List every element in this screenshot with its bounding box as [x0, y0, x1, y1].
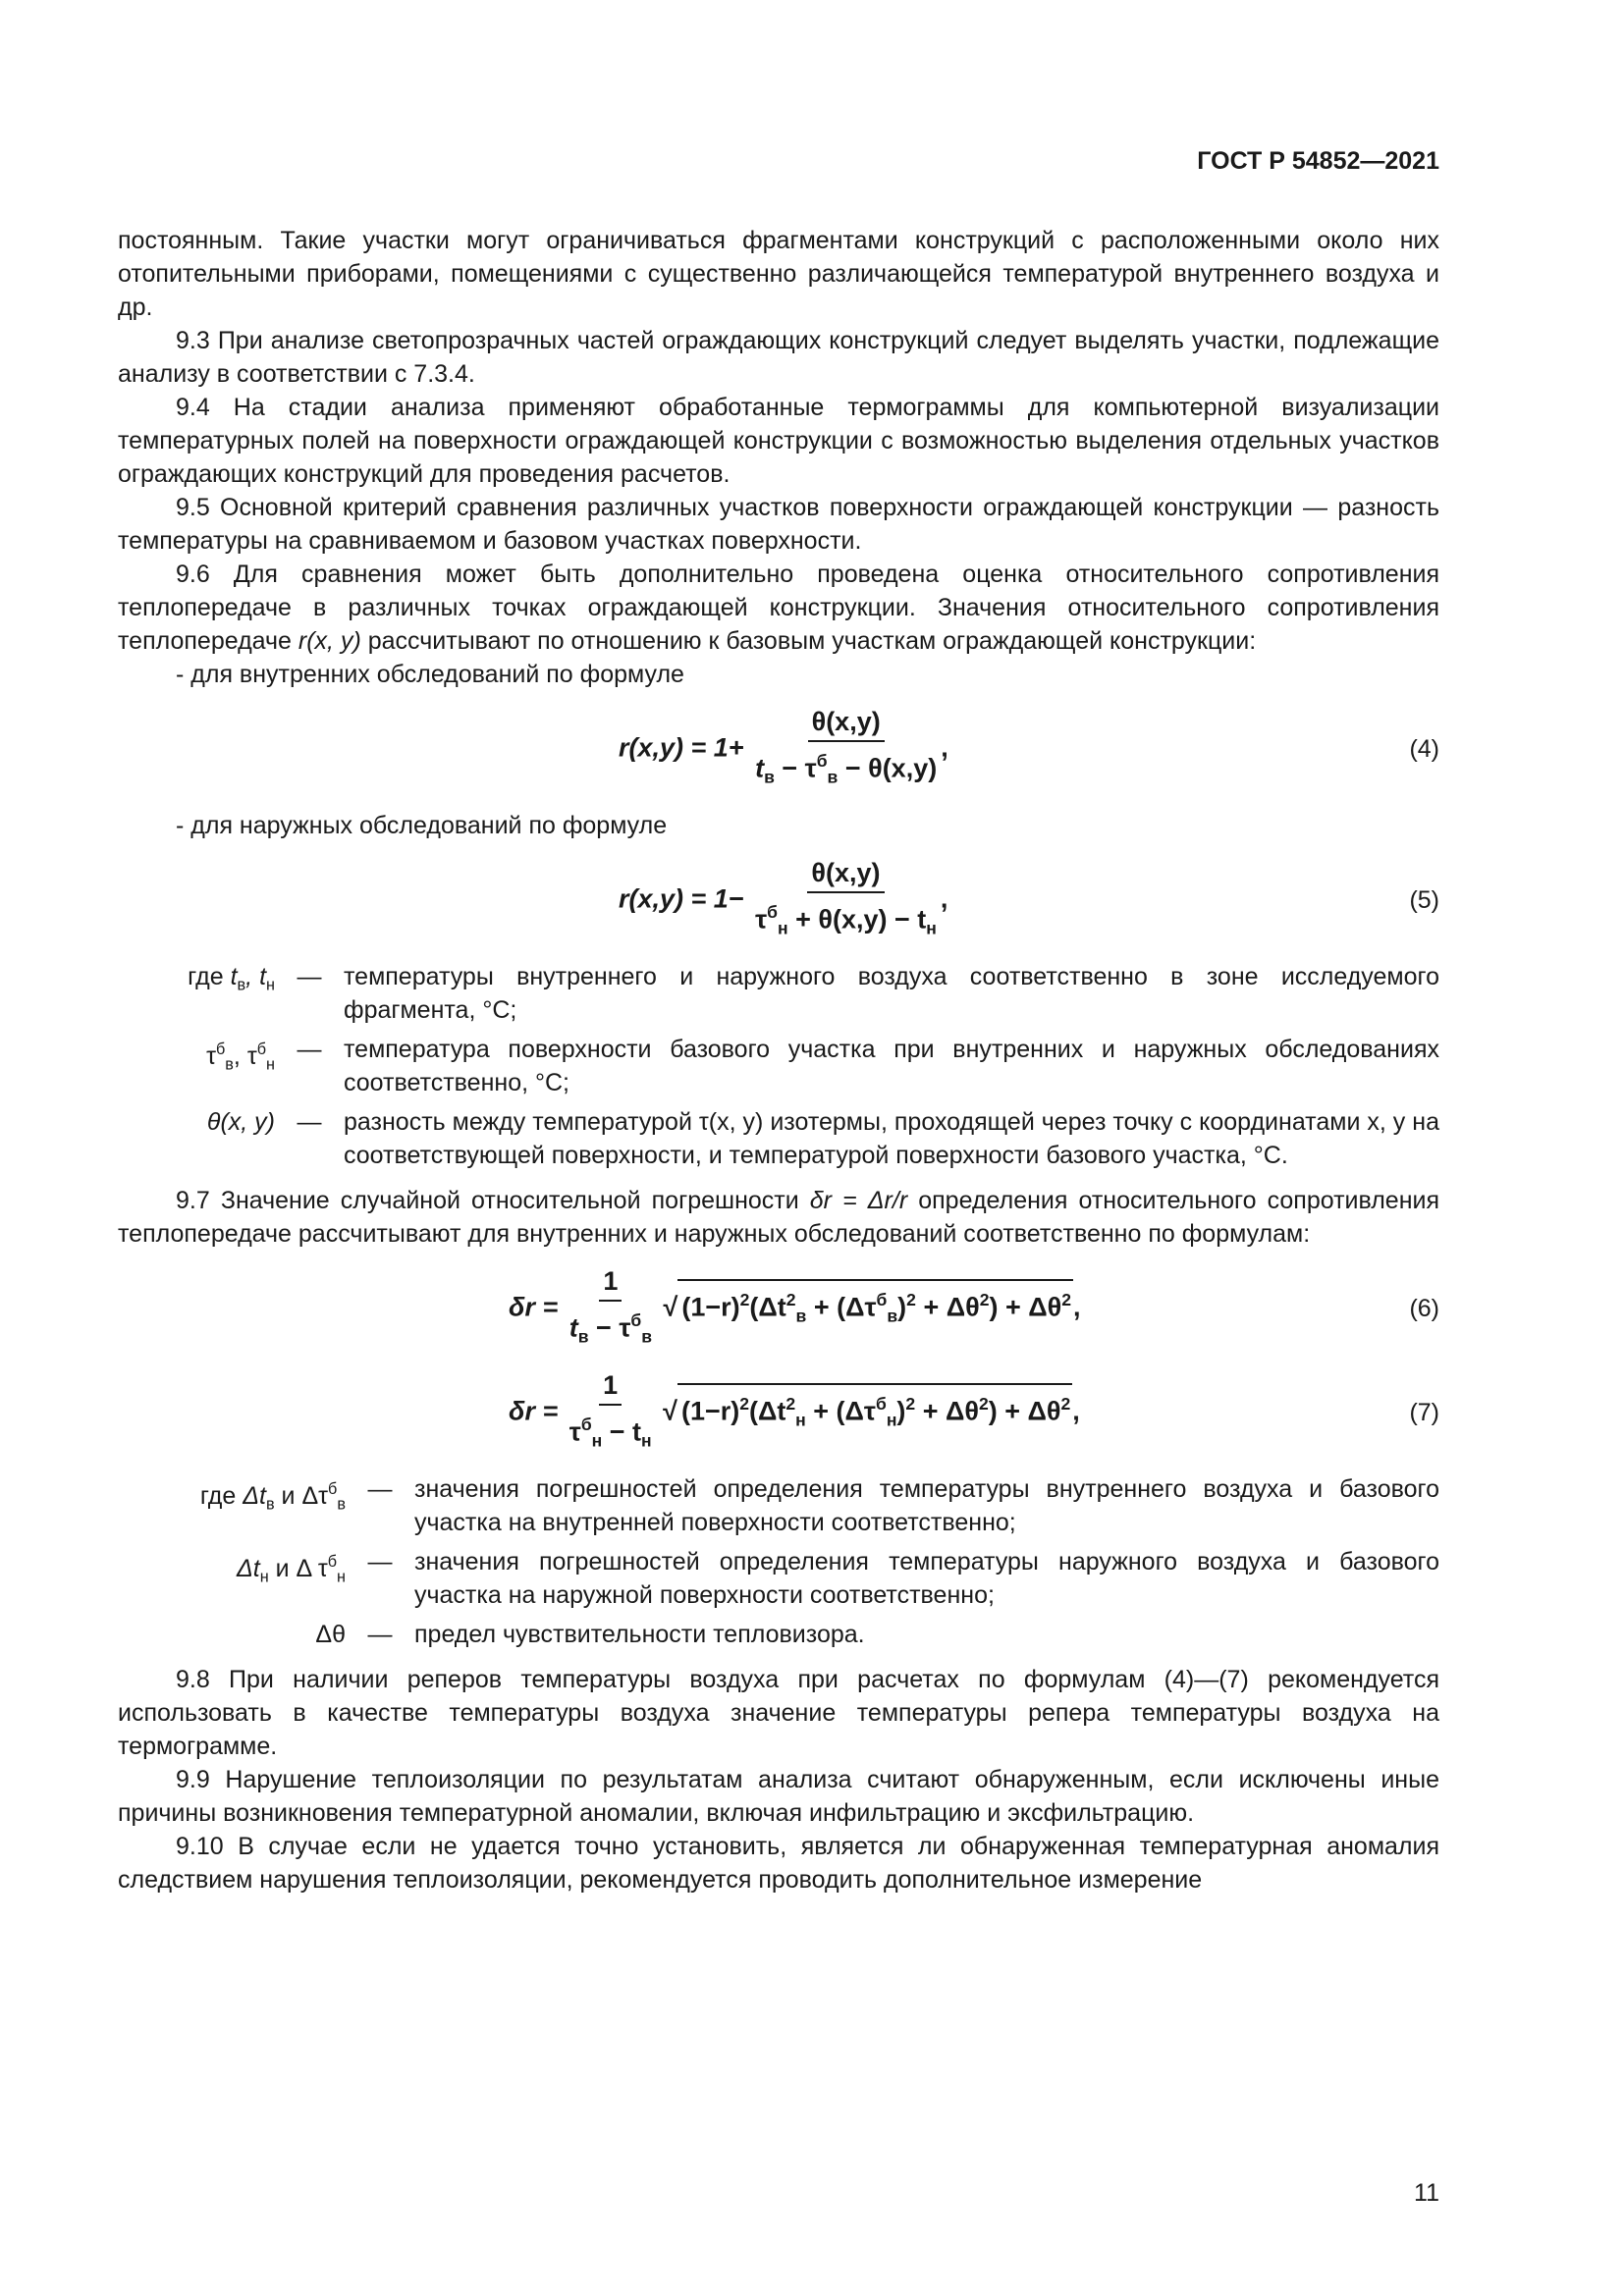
formula-6-expression [509, 1264, 1081, 1354]
formula-7-root-c: + (Δτ [805, 1396, 876, 1426]
paragraph-9-4: 9.4 На стадии анализа применяют обработанные термограммы для компьютерной визуализации температурных полей на поверхности ограждающей конструкции с возможностью выделения отдельных участков ограждающих конструкций для проведения расчетов. [118, 394, 1439, 488]
formula-5-fraction [751, 856, 941, 945]
formula-7-numerator: 1 [599, 1368, 622, 1406]
formula-6-den-t: t [568, 1312, 578, 1343]
formula-6-root-e-sup: 2 [979, 1289, 990, 1309]
formula-5-den-tau-sup: б [767, 902, 778, 922]
def-dash: — [367, 1475, 393, 1503]
formula-6 [118, 1264, 1439, 1353]
formula-4-comma: , [941, 732, 948, 763]
formula-4-den-mid: − τ [774, 753, 817, 783]
def-term-delta-inner [118, 1472, 346, 1539]
formula-4-fraction [751, 705, 941, 794]
formula-7-root-f: ) + Δθ [988, 1396, 1061, 1426]
formula-7-root-d: ) [896, 1396, 906, 1426]
def-dash: — [297, 1108, 322, 1136]
formula-6-numerator: 1 [599, 1264, 622, 1302]
formula-7-root-sign: √ [663, 1396, 677, 1426]
def-term-mid: , τ [233, 1041, 257, 1070]
def-term-mid: и Δ τ [268, 1554, 328, 1582]
def-term-sub: н [259, 1568, 269, 1586]
def-term-tau-base [118, 1033, 275, 1099]
formula-6-den-mid: − τ [588, 1312, 631, 1343]
formula-5-numerator: θ(x,y) [807, 856, 884, 893]
def-term-theta: θ(x, y) [206, 1108, 275, 1136]
formula-7-denominator [566, 1406, 656, 1458]
formula-5-comma: , [940, 883, 948, 914]
paragraph-9-3: 9.3 При анализе светопрозрачных частей ограждающих конструкций следует выделять участки, подлежащие анализу в соответствии с 7.3.4. [118, 327, 1439, 388]
def-term-delta-outer [118, 1545, 346, 1612]
def-desc-t-air: температуры внутреннего и наружного воздуха соответственно в зоне исследуемого фрагмента, °C; [344, 963, 1439, 1024]
def-desc-delta-inner: значения погрешностей определения температуры внутреннего воздуха и базового участка на внутренней поверхности соответственно; [414, 1475, 1439, 1536]
formula-7-root-e-sup: 2 [978, 1393, 989, 1414]
def-dash: — [297, 963, 322, 990]
definitions-list-2 [118, 1472, 1439, 1651]
formula-5-den-mid: + θ(x,y) − t [787, 904, 927, 934]
def-term-sub2: в [337, 1495, 346, 1514]
formula-7-root-b-sup: 2 [785, 1393, 796, 1414]
definitions-list-1 [118, 960, 1439, 1172]
paragraph-9-7-part-a: 9.7 Значение случайной относительной погрешности [176, 1187, 810, 1214]
formula-6-root-c: + (Δτ [806, 1292, 877, 1322]
def-term-sup: б [215, 1041, 226, 1058]
def-term-sub: в [225, 1055, 234, 1074]
body-text [118, 224, 1439, 1896]
def-term-symbol: Δt [243, 1481, 266, 1510]
formula-6-root-c-sub: в [887, 1306, 898, 1326]
formula-6-denominator [566, 1302, 656, 1354]
def-term-symbol: Δt [237, 1554, 260, 1582]
formula-5-lhs: r(x,y) = 1− [619, 883, 744, 914]
formula-5-number: (5) [1409, 886, 1439, 914]
def-term-sup2: б [327, 1553, 338, 1571]
def-dash: — [367, 1621, 393, 1648]
formula-7-root-a: (1−r) [680, 1396, 740, 1426]
def-term-sub2: н [337, 1568, 346, 1586]
formula-6-fraction [566, 1264, 656, 1354]
paragraph-9-6 [118, 558, 1439, 658]
def-desc-delta-outer: значения погрешностей определения температуры наружного воздуха и базового участка на наружной поверхности соответственно; [414, 1548, 1439, 1609]
formula-7-den-tau: τ [568, 1416, 581, 1447]
formula-5-den-t-sub: н [926, 918, 937, 938]
formula-7-fraction [566, 1368, 656, 1458]
formula-4-den-end: − θ(x,y) [838, 753, 938, 783]
dash-inner-surveys: - для внутренних обследований по формуле [176, 661, 684, 688]
paragraph-9-5: 9.5 Основной критерий сравнения различных участков поверхности ограждающей конструкции — разность температуры на сравниваемом и базовом участках поверхности. [118, 494, 1439, 555]
paragraph-9-6-symbol: r(x, y) [298, 627, 361, 655]
formula-6-lhs: δr = [509, 1292, 566, 1322]
def-term-mid: , t [245, 963, 267, 990]
formula-6-den-tau-sup: б [630, 1310, 642, 1330]
formula-6-root-f: ) + Δθ [989, 1292, 1062, 1322]
def-term-sup2: б [328, 1480, 338, 1498]
formula-7-root-b: (Δt [749, 1396, 786, 1426]
formula-7-comma: , [1072, 1396, 1080, 1426]
formula-6-comma: , [1073, 1292, 1081, 1322]
paragraph-9-6-part-a: 9.6 Для сравнения может быть дополнительно проведена оценка относительного сопротивления теплопередаче в различных точках ограждающей конструкции. Значения относительного сопротивления теплопередаче [118, 561, 1439, 655]
paragraph-9-7-part-b: определения относительного сопротивления теплопередаче рассчитывают для внутренних и наружных обследований соответственно по формулам: [118, 1187, 1440, 1248]
def-term-symbol: τ [206, 1041, 216, 1070]
formula-7-root-c-sup: б [875, 1393, 887, 1414]
formula-4-lhs: r(x,y) = 1+ [619, 732, 744, 763]
paragraph-9-7 [118, 1184, 1439, 1251]
paragraph-9-7-symbol: δr = Δr/r [809, 1187, 908, 1214]
formula-6-number: (6) [1409, 1295, 1439, 1322]
formula-4-denominator [751, 742, 941, 794]
formula-7-root-f-sup: 2 [1060, 1393, 1071, 1414]
formula-5 [118, 856, 1439, 944]
formula-4-den-t: t [755, 753, 765, 783]
formula-5-denominator [751, 893, 941, 945]
formula-6-root-a: (1−r) [681, 1292, 740, 1322]
formula-6-root-b-sup: 2 [785, 1289, 796, 1309]
formula-4 [118, 705, 1439, 793]
formula-7-root-b-sub: н [795, 1410, 806, 1430]
formula-6-root-e: + Δθ [915, 1292, 980, 1322]
def-desc-tau-base: температура поверхности базового участка при внутренних и наружных обследованиях соответственно, °C; [344, 1036, 1439, 1096]
formula-6-root-b: (Δt [749, 1292, 786, 1322]
formula-7-den-tau-sub: н [591, 1430, 603, 1451]
def-term-prefix: где [188, 963, 231, 990]
formula-7-root-d-sup: 2 [905, 1393, 916, 1414]
formula-4-numerator: θ(x,y) [808, 705, 885, 742]
paragraph-9-10: 9.10 В случае если не удается точно установить, является ли обнаруженная температурная аномалия следствием нарушения теплоизоляции, рекомендуется проводить дополнительное измерение [118, 1833, 1439, 1894]
formula-6-root-sign: √ [663, 1292, 678, 1322]
formula-5-den-tau: τ [755, 904, 768, 934]
formula-7 [118, 1368, 1439, 1457]
def-desc-delta-theta: предел чувствительности тепловизора. [414, 1621, 865, 1648]
def-term-sup2: б [256, 1041, 267, 1058]
def-term-sub2: н [266, 976, 275, 994]
def-dash: — [367, 1548, 393, 1575]
formula-7-radicand [677, 1383, 1072, 1437]
formula-7-expression [509, 1368, 1080, 1458]
def-term-delta-theta: Δθ [315, 1621, 346, 1648]
formula-7-lhs: δr = [509, 1396, 566, 1426]
paragraph-9-6-part-b: рассчитывают по отношению к базовым участкам ограждающей конструкции: [360, 627, 1257, 655]
formula-6-root-b-sub: в [795, 1306, 807, 1326]
def-desc-theta: разность между температурой τ(x, y) изотермы, проходящей через точку с координатами x, y на соответствующей поверхности, и температурой поверхности базового участка, °C. [344, 1108, 1439, 1169]
paragraph-continuation: постоянным. Такие участки могут ограничиваться фрагментами конструкций с расположенными около них отопительными приборами, помещениями с существенно различающейся температурой внутреннего воздуха и др. [118, 227, 1439, 321]
document-id: ГОСТ Р 54852—2021 [1197, 147, 1439, 175]
formula-4-expression [619, 705, 948, 794]
formula-4-den-tau-sup: б [816, 751, 828, 771]
formula-5-den-tau-sub: н [778, 918, 788, 938]
page-number: 11 [1414, 2179, 1439, 2207]
def-term-sub: в [237, 976, 246, 994]
formula-6-den-t-sub: в [577, 1326, 589, 1347]
formula-4-den-t-sub: в [764, 767, 775, 787]
formula-7-root-e: + Δθ [915, 1396, 979, 1426]
def-dash: — [297, 1036, 322, 1063]
def-term-sub: в [265, 1495, 275, 1514]
formula-7-den-t-sub: н [641, 1430, 652, 1451]
formula-7-root-c-sub: н [886, 1410, 897, 1430]
formula-6-root-c-sup: б [876, 1289, 888, 1309]
def-term-mid: и Δτ [274, 1481, 329, 1510]
formula-4-den-tau-sub: в [827, 767, 839, 787]
formula-4-number: (4) [1409, 735, 1439, 763]
formula-6-root-a-sup: 2 [739, 1289, 750, 1309]
def-term-t-air [118, 960, 275, 1027]
formula-6-root-d-sup: 2 [906, 1289, 916, 1309]
dash-outer-surveys: - для наружных обследований по формуле [176, 812, 668, 839]
def-term-symbol: t [230, 963, 238, 990]
paragraph-9-8: 9.8 При наличии реперов температуры воздуха при расчетах по формулам (4)—(7) рекомендуется использовать в качестве температуры воздуха значение температуры репера температуры воздуха на термограмме. [118, 1666, 1439, 1760]
formula-5-expression [619, 856, 947, 945]
formula-6-radicand [677, 1279, 1073, 1333]
paragraph-9-9: 9.9 Нарушение теплоизоляции по результатам анализа считают обнаруженным, если исключены иные причины возникновения температурной аномалии, включая инфильтрацию и эксфильтрацию. [118, 1766, 1439, 1827]
formula-6-root-d: ) [897, 1292, 907, 1322]
formula-7-den-tau-sup: б [580, 1415, 592, 1434]
formula-7-root-a-sup: 2 [739, 1393, 750, 1414]
formula-6-den-tau-sub: в [641, 1326, 652, 1347]
formula-6-root-f-sup: 2 [1061, 1289, 1072, 1309]
def-term-prefix: где [199, 1481, 244, 1510]
formula-7-den-mid: − t [602, 1416, 642, 1447]
formula-7-number: (7) [1409, 1399, 1439, 1426]
def-term-sub2: н [266, 1055, 275, 1074]
